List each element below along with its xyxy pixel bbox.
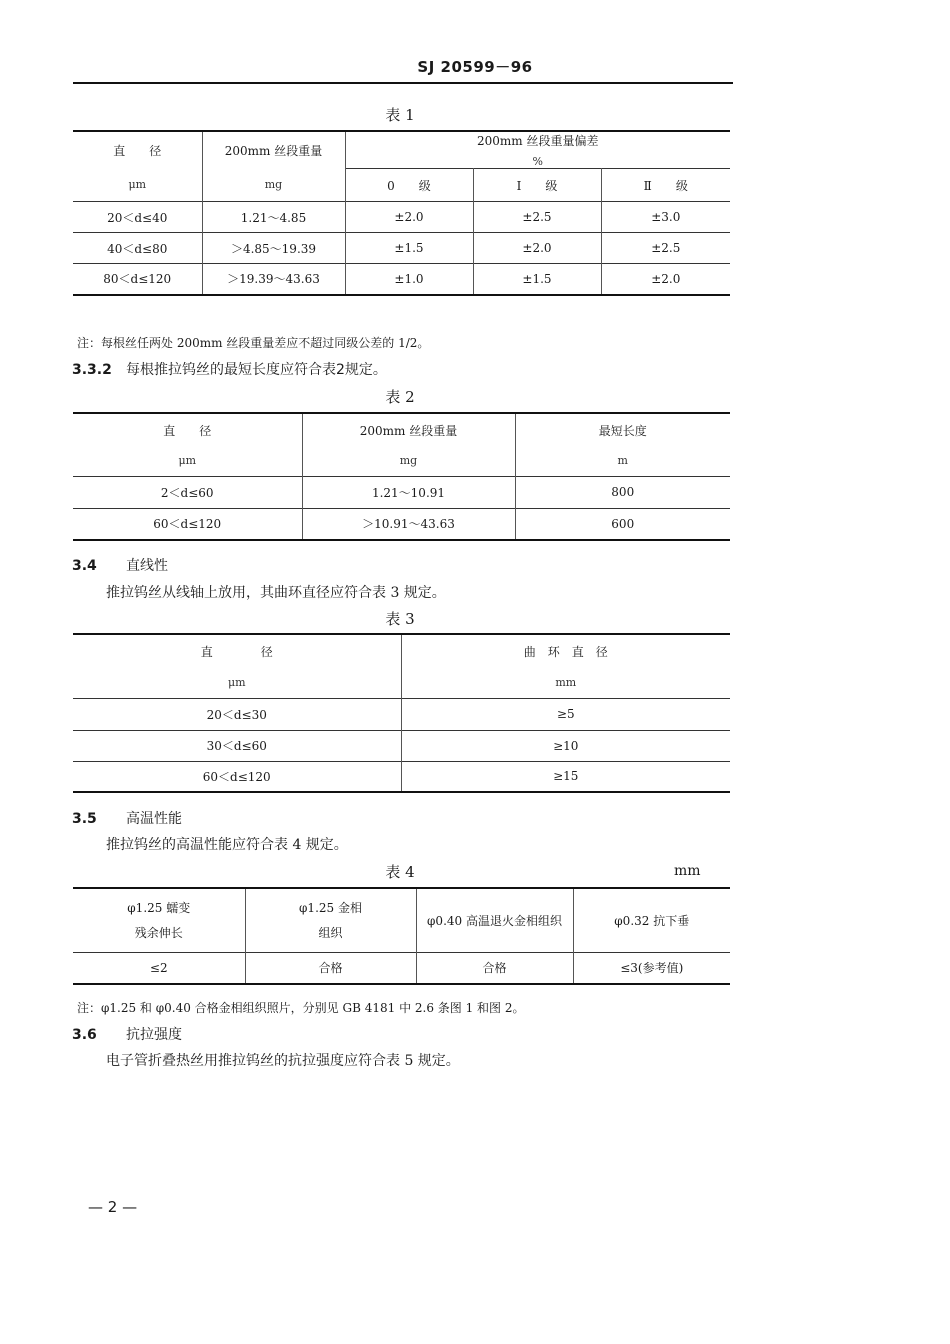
t2-length-header: 最短长度 (598, 423, 647, 438)
t4-sag-header: φ0.32 抗下垂 (614, 913, 690, 928)
t1-cell-grade2: ±3.0 (601, 202, 730, 233)
table-row (73, 233, 730, 264)
t4-creep-line2: 残余伸长 (134, 926, 183, 941)
t1-weight-header: 200mm 丝段重量 (202, 131, 345, 169)
section-3-6-text: 电子管折叠热丝用推拉钨丝的抗拉强度应符合表 5 规定。 (106, 1053, 460, 1069)
t1-cell-grade1: ±2.5 (473, 202, 601, 233)
t4-metallography-line1: φ1.25 金相 (299, 901, 362, 916)
section-number: 3.5 (72, 811, 97, 827)
t2-weight-unit: mg (302, 446, 515, 476)
section-title: 直线性 (126, 558, 168, 574)
table4-note: 注：φ1.25 和 φ0.40 合格金相组织照片，分别见 GB 4181 中 2.6 条图 1 和图 2。 (77, 1001, 525, 1015)
section-title: 抗拉强度 (126, 1027, 182, 1043)
t1-grade1-header: Ⅰ 级 (473, 169, 601, 202)
t4-anneal-header: φ0.40 高温退火金相组织 (416, 888, 573, 952)
t1-cell-grade2: ±2.5 (601, 233, 730, 264)
t4-cell-metallography: 合格 (245, 952, 416, 984)
t4-metallography-line2: 组织 (318, 926, 343, 941)
t2-cell-diameter: 60＜d≤120 (73, 508, 302, 540)
table-row (73, 952, 730, 984)
t3-cell-loop: ≥5 (401, 698, 730, 730)
t1-cell-diameter: 80＜d≤120 (73, 264, 202, 295)
t2-cell-weight: ＞10.91～43.63 (302, 508, 515, 540)
table2-caption: 表 2 (385, 388, 415, 406)
header-rule (73, 82, 733, 84)
t1-diameter-header: 直 径 (73, 131, 202, 169)
table-row (73, 730, 730, 761)
page-number: — 2 — (88, 1198, 138, 1216)
t3-cell-diameter: 60＜d≤120 (73, 761, 401, 792)
t2-cell-length: 800 (515, 476, 730, 508)
t2-length-unit: m (617, 454, 628, 468)
table2 (73, 412, 730, 541)
t4-cell-sag: ≤3(参考值) (573, 952, 730, 984)
table1 (73, 130, 730, 296)
table4 (73, 887, 730, 985)
t3-loop-unit: mm (555, 675, 577, 689)
document-code-header: SJ 20599－96 (417, 58, 533, 76)
table4-caption: 表 4 (385, 863, 415, 881)
t1-cell-weight: ＞19.39～43.63 (202, 264, 345, 295)
table4-unit: mm (674, 863, 701, 879)
t4-cell-anneal: 合格 (416, 952, 573, 984)
t1-grade2-header: Ⅱ 级 (601, 169, 730, 202)
t1-deviation-header (345, 131, 730, 169)
t3-cell-diameter: 20＜d≤30 (73, 698, 401, 730)
section-number: 3.6 (72, 1027, 97, 1043)
t4-metallography-header (245, 888, 416, 952)
t4-creep-line1: φ1.25 蠕变 (127, 901, 191, 916)
t3-diameter-unit: μm (73, 667, 401, 698)
t1-cell-diameter: 40＜d≤80 (73, 233, 202, 264)
t4-creep-header (73, 888, 245, 952)
t1-cell-grade0: ±1.0 (345, 264, 473, 295)
section-text: 每根推拉钨丝的最短长度应符合表2规定。 (126, 362, 387, 378)
t2-cell-weight: 1.21～10.91 (302, 476, 515, 508)
t2-cell-diameter: 2＜d≤60 (73, 476, 302, 508)
section-3-4-text: 推拉钨丝从线轴上放用，其曲环直径应符合表 3 规定。 (106, 585, 446, 601)
table-row (73, 202, 730, 233)
t1-cell-diameter: 20＜d≤40 (73, 202, 202, 233)
t4-cell-creep: ≤2 (73, 952, 245, 984)
table3-caption: 表 3 (385, 610, 415, 628)
t2-cell-length: 600 (515, 508, 730, 540)
table-row (73, 698, 730, 730)
section-title: 高温性能 (126, 811, 182, 827)
table3 (73, 633, 730, 793)
t1-weight-unit: mg (202, 169, 345, 202)
section-number: 3.4 (72, 558, 97, 574)
section-3-5 (72, 808, 182, 828)
t3-cell-diameter: 30＜d≤60 (73, 730, 401, 761)
t1-cell-grade1: ±2.0 (473, 233, 601, 264)
t1-deviation-label: 200mm 丝段重量偏差 (477, 134, 599, 148)
t1-cell-grade2: ±2.0 (601, 264, 730, 295)
table-row (73, 264, 730, 295)
t2-diameter-header: 直 径 (73, 413, 302, 446)
t1-cell-grade0: ±1.5 (345, 233, 473, 264)
t1-cell-weight: 1.21～4.85 (202, 202, 345, 233)
t1-diameter-unit: μm (73, 169, 202, 202)
section-3-6 (72, 1024, 182, 1044)
section-number: 3.3.2 (72, 362, 112, 378)
t3-cell-loop: ≥15 (401, 761, 730, 792)
table1-note: 注：每根丝任两处 200mm 丝段重量差应不超过同级公差的 1/2。 (77, 336, 430, 350)
t1-cell-grade1: ±1.5 (473, 264, 601, 295)
t1-cell-grade0: ±2.0 (345, 202, 473, 233)
section-3-4 (72, 555, 168, 575)
section-3-5-text: 推拉钨丝的高温性能应符合表 4 规定。 (106, 837, 348, 853)
table1-caption: 表 1 (385, 106, 415, 124)
t1-cell-weight: ＞4.85～19.39 (202, 233, 345, 264)
table-row (73, 476, 730, 508)
t3-cell-loop: ≥10 (401, 730, 730, 761)
t1-deviation-unit: % (532, 155, 543, 168)
section-3-3-2 (72, 359, 387, 379)
t2-diameter-unit: μm (73, 446, 302, 476)
t2-weight-header: 200mm 丝段重量 (302, 413, 515, 446)
t1-grade0-header: 0 级 (345, 169, 473, 202)
t3-diameter-header: 直 径 (73, 634, 401, 667)
table-row (73, 761, 730, 792)
t3-loop-header: 曲 环 直 径 (523, 644, 608, 659)
table-row (73, 508, 730, 540)
